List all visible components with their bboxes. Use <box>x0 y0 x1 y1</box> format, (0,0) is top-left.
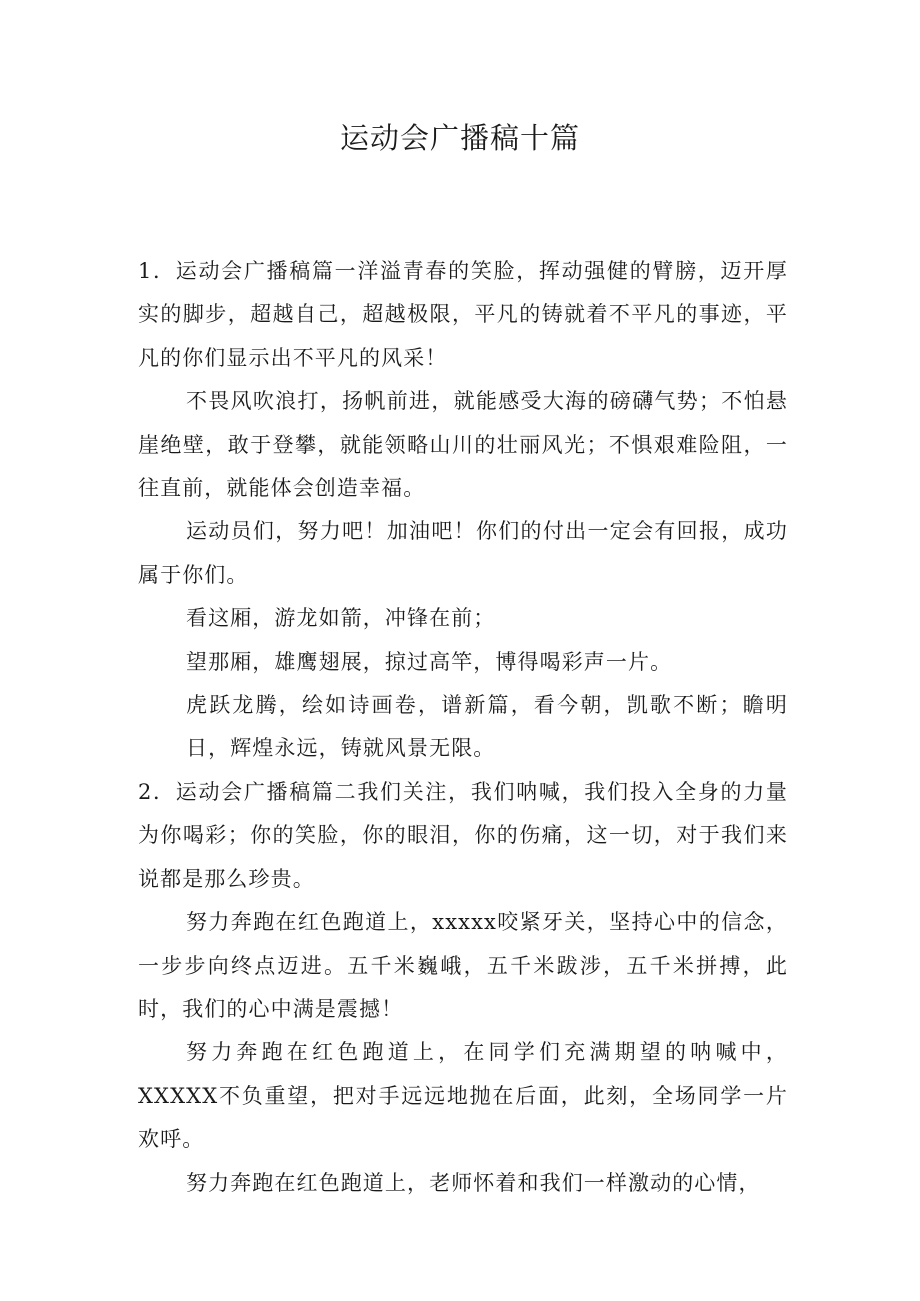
paragraph-4: 看这厢，游龙如箭，冲锋在前； <box>186 606 496 631</box>
paragraph-5: 望那厢，雄鹰翅展，掠过高竿，博得喝彩声一片。 <box>186 649 673 674</box>
paragraph-7: 2．运动会广播稿篇二我们关注，我们呐喊，我们投入全身的力量为你喝彩；你的笑脸，你的眼泪，你的伤痛，这一切，对于我们来说都是那么珍贵。 <box>138 779 788 891</box>
paragraph-6: 虎跃龙腾，绘如诗画卷，谱新篇，看今朝，凯歌不断；瞻明日，辉煌永远，铸就风景无限。 <box>186 693 788 761</box>
paragraph-9: 努力奔跑在红色跑道上，在同学们充满期望的呐喊中，XXXXX不负重望，把对手远远地抛在后面，此刻，全场同学一片欢呼。 <box>138 1040 788 1152</box>
paragraph-3: 运动员们，努力吧！加油吧！你们的付出一定会有回报，成功属于你们。 <box>138 519 788 587</box>
paragraph-2: 不畏风吹浪打，扬帆前进，就能感受大海的磅礴气势；不怕悬崖绝壁，敢于登攀，就能领略山川的壮丽风光；不惧艰难险阻，一往直前，就能体会创造幸福。 <box>138 389 788 501</box>
document-body <box>138 250 788 1205</box>
document-title: 运动会广播稿十篇 <box>339 121 580 155</box>
paragraph-8: 努力奔跑在红色跑道上，xxxxx咬紧牙关，坚持心中的信念，一步步向终点迈进。五千米巍峨，五千米跋涉，五千米拼搏，此时，我们的心中满是震撼！ <box>138 910 788 1021</box>
paragraph-1: 1．运动会广播稿篇一洋溢青春的笑脸，挥动强健的臂膀，迈开厚实的脚步，超越自己，超越极限，平凡的铸就着不平凡的事迹，平凡的你们显示出不平凡的风采！ <box>138 259 788 370</box>
paragraph-10: 努力奔跑在红色跑道上，老师怀着和我们一样激动的心情， <box>186 1170 761 1195</box>
